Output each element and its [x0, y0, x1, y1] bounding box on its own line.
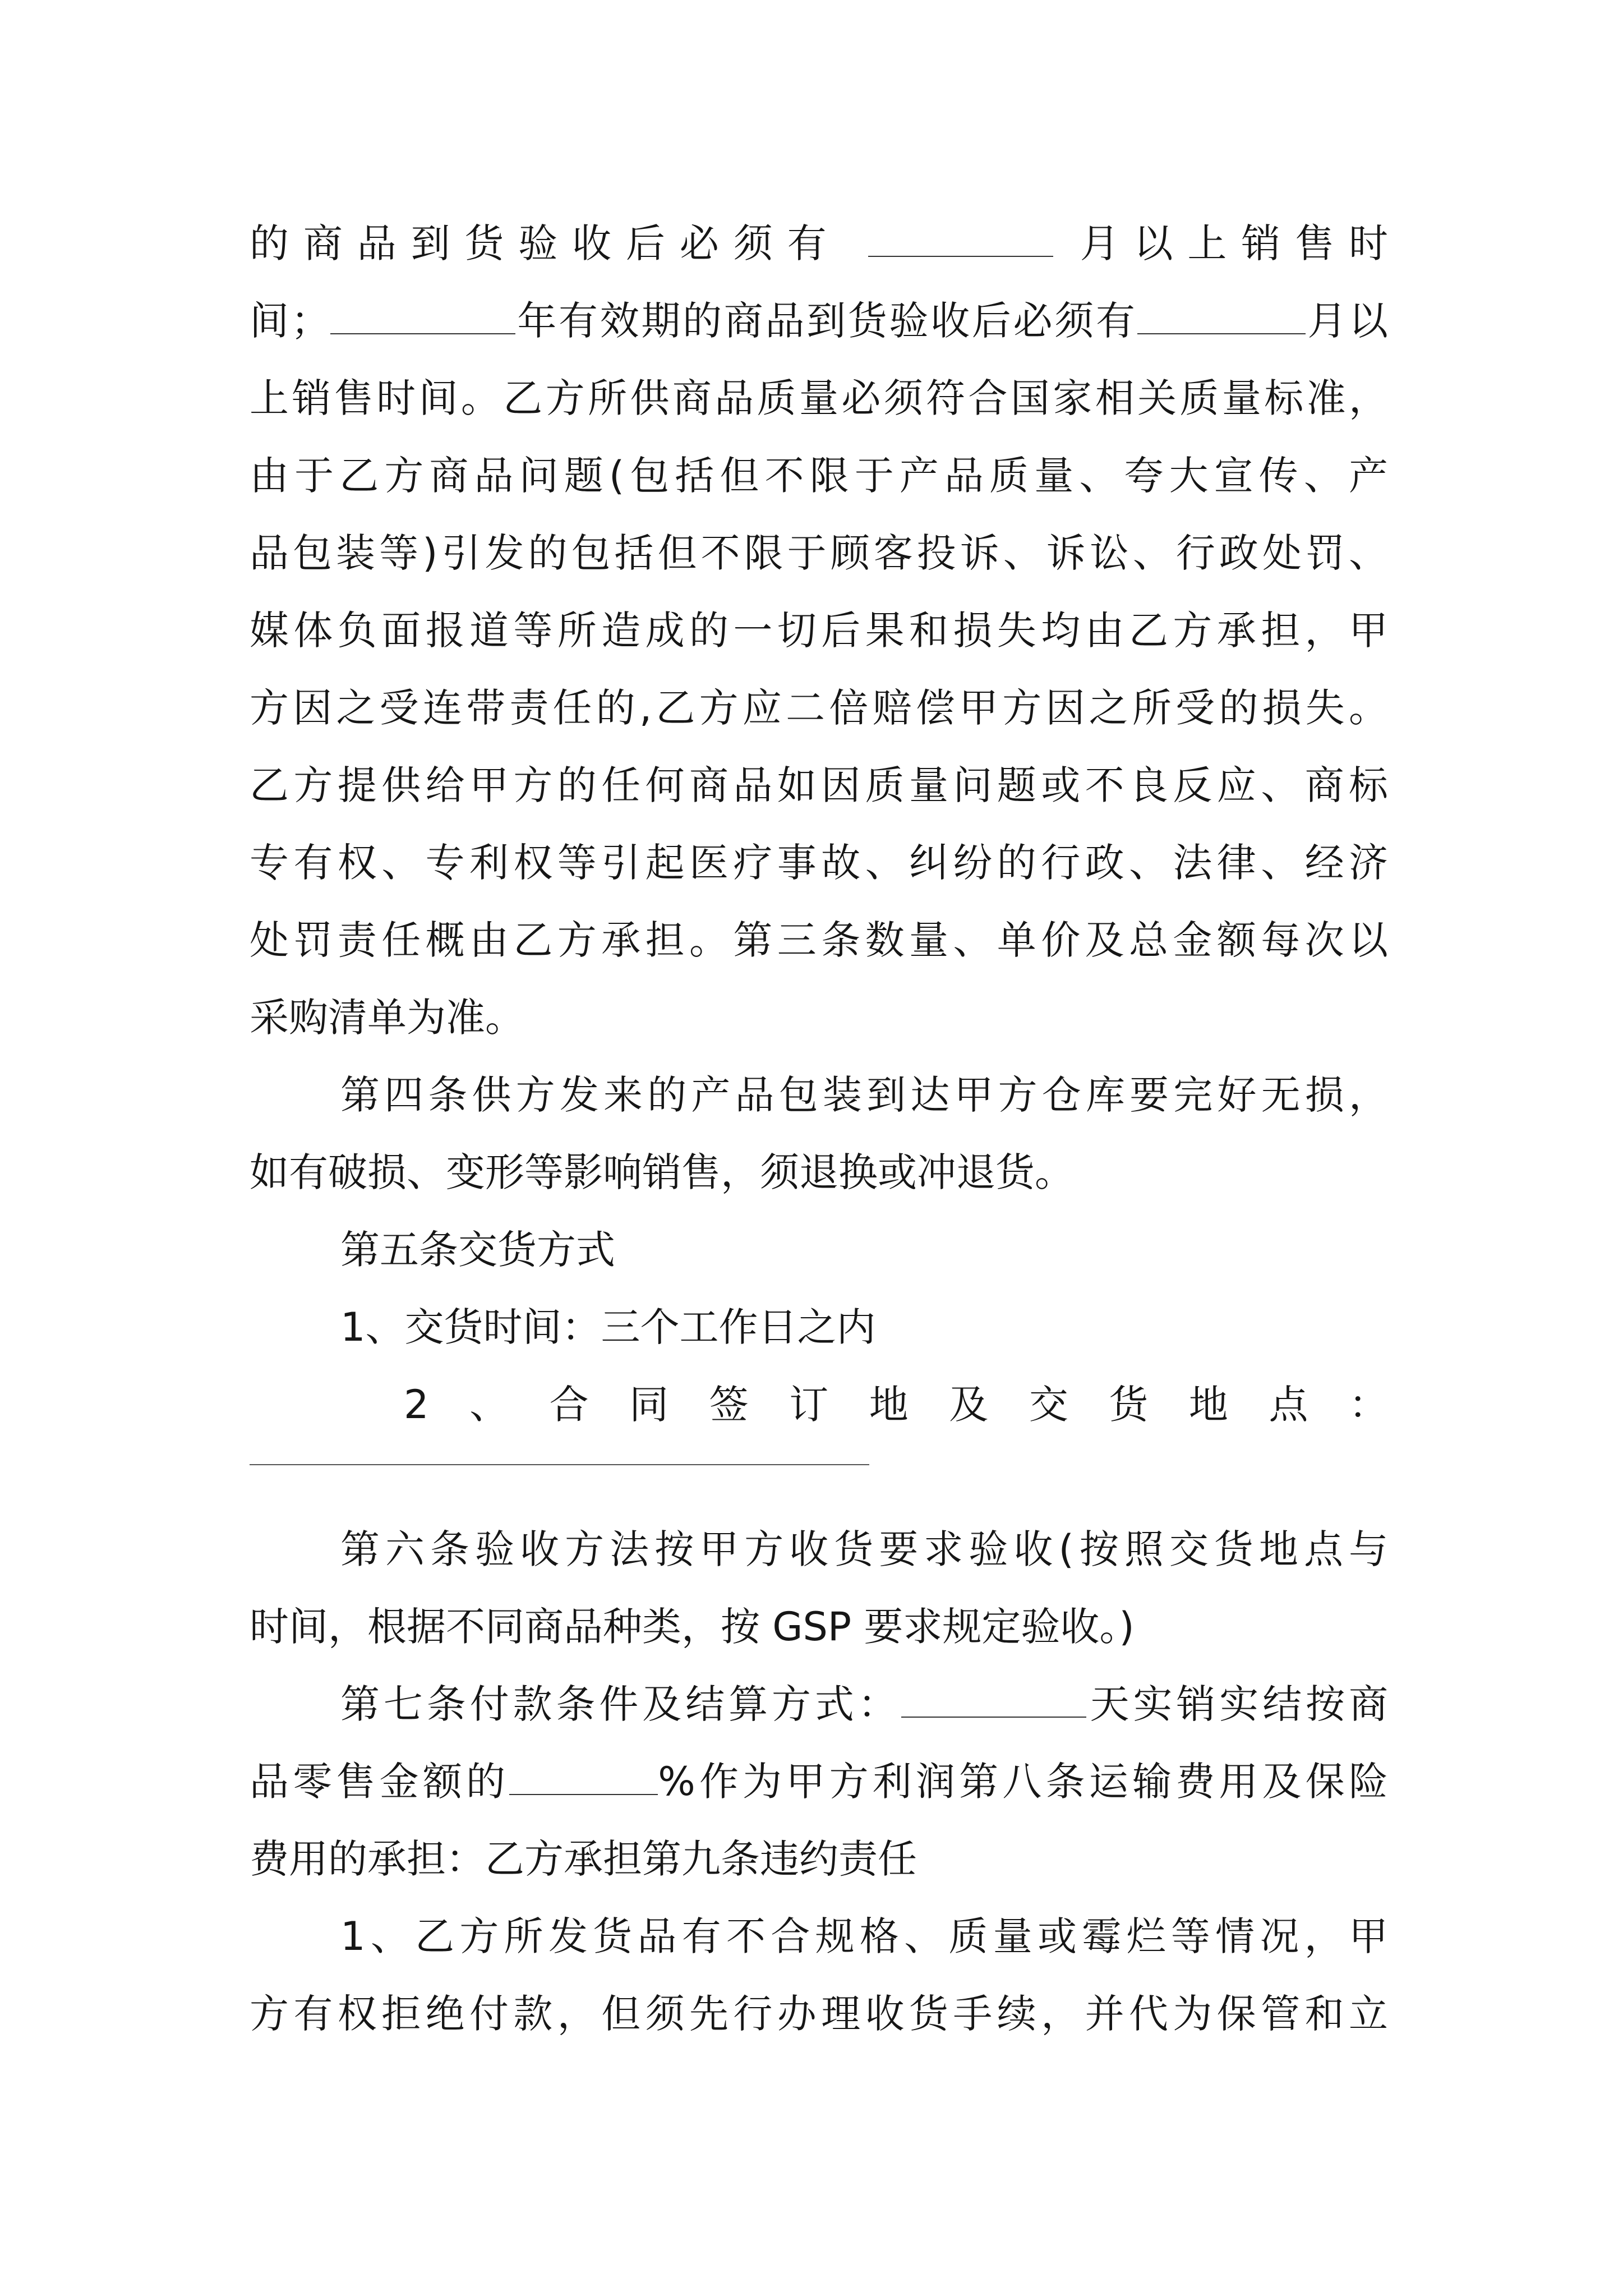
text-line: 处罚责任概由乙方承担。第三条数量、单价及总金额每次以	[250, 917, 1388, 963]
article-7-line: 费用的承担：乙方承担第九条违约责任	[250, 1836, 917, 1882]
text-segment: 月以	[1305, 298, 1388, 344]
article-7-line	[250, 1755, 1388, 1809]
article-4-line: 第四条供方发来的产品包装到达甲方仓库要完好无损，	[340, 1072, 1388, 1118]
text-segment: 第七条付款条件及结算方式：	[340, 1681, 901, 1727]
text-segment: 年有效期的商品到货验收后必须有	[515, 298, 1137, 344]
text-line: 方因之受连带责任的,乙方应二倍赔偿甲方因之所受的损失。	[250, 685, 1388, 731]
article-5-item: 2、合同签订地及交货地点：	[404, 1382, 1388, 1428]
text-segment: %作为甲方利润第八条运输费用及保险	[658, 1759, 1388, 1805]
article-7-line	[250, 1677, 1388, 1731]
article-9-line: 1、乙方所发货品有不合规格、质量或霉烂等情况，甲	[340, 1913, 1388, 1959]
fill-in-blank	[901, 1680, 1086, 1718]
text-line: 乙方提供给甲方的任何商品如因质量问题或不良反应、商标	[250, 762, 1388, 808]
article-5-heading: 第五条交货方式	[340, 1227, 615, 1273]
article-5-item: 1、交货时间：三个工作日之内	[340, 1304, 876, 1350]
text-line: 媒体负面报道等所造成的一切后果和损失均由乙方承担，甲	[250, 608, 1388, 654]
fill-in-blank	[250, 1464, 869, 1465]
text-segment: 间；	[250, 298, 330, 344]
article-9-line: 方有权拒绝付款，但须先行办理收货手续，并代为保管和立	[250, 1991, 1388, 2037]
text-line	[250, 294, 1388, 348]
text-segment: 的商品到货验收后必须有	[250, 220, 841, 266]
article-6-line: 时间，根据不同商品种类，按 GSP 要求规定验收。)	[250, 1604, 1135, 1650]
text-line	[250, 217, 1388, 270]
text-line: 品包装等)引发的包括但不限于顾客投诉、诉讼、行政处罚、	[250, 530, 1388, 576]
text-line: 上销售时间。乙方所供商品质量必须符合国家相关质量标准，	[250, 375, 1388, 421]
text-line: 采购清单为准。	[250, 995, 524, 1041]
text-segment: 月以上销售时	[1080, 220, 1388, 266]
text-line: 由于乙方商品问题(包括但不限于产品质量、夸大宣传、产	[250, 453, 1388, 499]
article-4-line: 如有破损、变形等影响销售，须退换或冲退货。	[250, 1149, 1074, 1195]
fill-in-blank	[509, 1757, 658, 1795]
fill-in-blank	[868, 219, 1053, 257]
text-segment: 天实销实结按商	[1086, 1681, 1388, 1727]
text-line: 专有权、专利权等引起医疗事故、纠纷的行政、法律、经济	[250, 840, 1388, 886]
fill-in-blank	[330, 296, 515, 334]
fill-in-blank	[1137, 296, 1306, 334]
article-6-line: 第六条验收方法按甲方收货要求验收(按照交货地点与	[340, 1526, 1388, 1572]
text-segment: 品零售金额的	[250, 1759, 510, 1805]
